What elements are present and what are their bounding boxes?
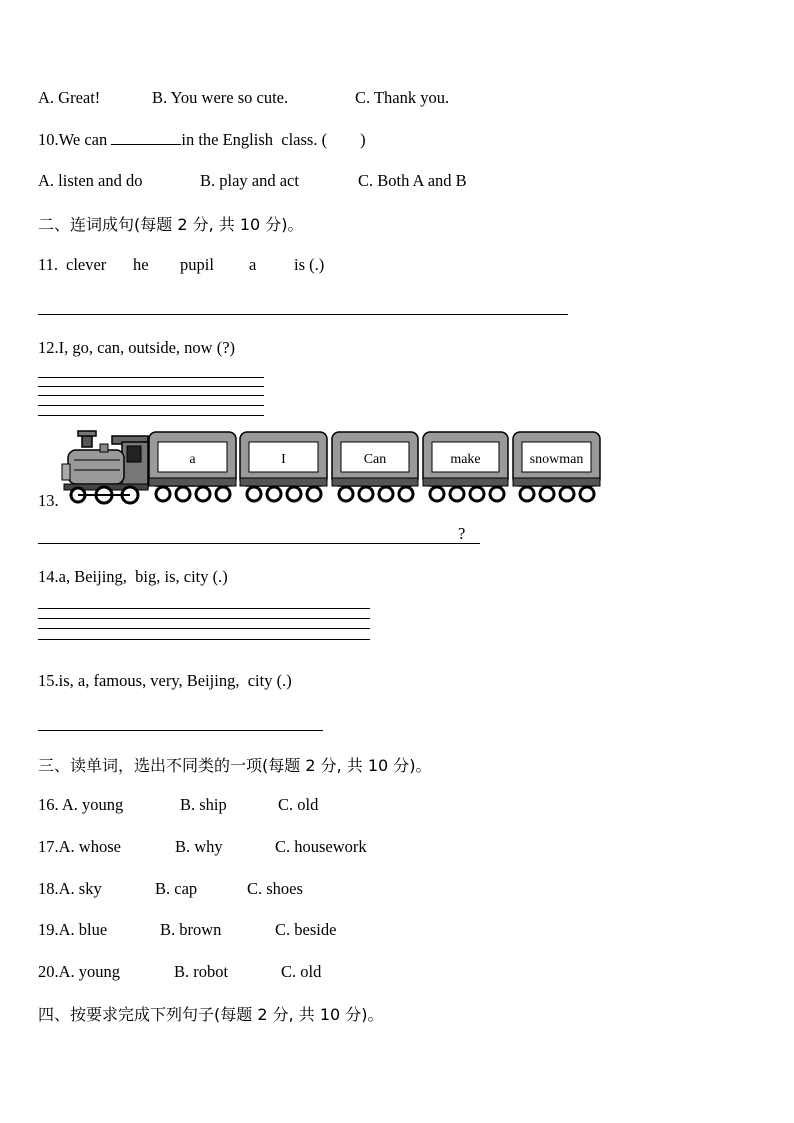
q17-option-c: C. housework	[275, 837, 367, 856]
q18-option-b: B. cap	[155, 879, 198, 898]
q13-number: 13.	[38, 491, 59, 510]
q14-writing-line	[38, 639, 370, 640]
question-10	[38, 130, 366, 150]
section-2-title: 二、连词成句(每题 2 分, 共 10 分)。	[38, 215, 304, 234]
q10-blank	[111, 130, 181, 145]
q9-option-a: A. Great!	[38, 88, 101, 107]
train-car-word: Can	[363, 452, 387, 467]
train-car	[513, 432, 600, 501]
train-car	[149, 432, 236, 501]
train-car-word: I	[281, 452, 286, 467]
q11-word: he	[133, 255, 149, 274]
section-4-title: 四、按要求完成下列句子(每题 2 分, 共 10 分)。	[38, 1005, 384, 1024]
q11-number: 11.	[38, 255, 59, 274]
q18-option-a: 18.A. sky	[38, 879, 102, 898]
q20-option-a: 20.A. young	[38, 962, 121, 981]
q16-option-a: 16. A. young	[38, 795, 124, 814]
q10-suffix: in the English class. ( )	[181, 130, 366, 149]
q19-option-c: C. beside	[275, 920, 337, 939]
q17-option-b: B. why	[175, 837, 223, 856]
q12-writing-line	[38, 405, 264, 406]
q11-word: pupil	[180, 255, 214, 274]
q13-question-mark: ?	[458, 524, 466, 543]
question-15: 15.is, a, famous, very, Beijing, city (.)	[38, 671, 292, 690]
q10-prefix: 10.We can	[38, 130, 112, 149]
q18-option-c: C. shoes	[247, 879, 303, 898]
train-car-word: snowman	[529, 452, 584, 467]
q11-word: a	[249, 255, 257, 274]
q12-writing-line	[38, 415, 264, 416]
train-car	[240, 432, 327, 501]
q17-option-a: 17.A. whose	[38, 837, 121, 856]
q9-option-c: C. Thank you.	[355, 88, 450, 107]
q16-option-b: B. ship	[180, 795, 227, 814]
q12-writing-line	[38, 377, 264, 378]
train-car-word: a	[189, 452, 196, 467]
q13-answer-line	[38, 543, 480, 544]
q12-writing-line	[38, 386, 264, 387]
q20-option-b: B. robot	[174, 962, 229, 981]
q10-option-a: A. listen and do	[38, 171, 143, 190]
train-car	[423, 432, 508, 501]
q10-option-c: C. Both A and B	[358, 171, 467, 190]
q19-option-a: 19.A. blue	[38, 920, 108, 939]
q11-word: clever	[66, 255, 107, 274]
q12-writing-line	[38, 395, 264, 396]
question-12: 12.I, go, can, outside, now (?)	[38, 338, 236, 357]
question-14: 14.a, Beijing, big, is, city (.)	[38, 567, 228, 586]
train-car	[332, 432, 418, 501]
q20-option-c: C. old	[281, 962, 322, 981]
q11-answer-line	[38, 314, 568, 315]
q14-writing-line	[38, 618, 370, 619]
q15-answer-line	[38, 730, 323, 731]
q14-writing-line	[38, 628, 370, 629]
q14-writing-line	[38, 608, 370, 609]
locomotive-icon	[62, 431, 148, 503]
q19-option-b: B. brown	[160, 920, 222, 939]
q10-option-b: B. play and act	[200, 171, 299, 190]
section-3-title: 三、读单词，选出不同类的一项(每题 2 分, 共 10 分)。	[38, 756, 432, 775]
q9-option-b: B. You were so cute.	[152, 88, 289, 107]
q11-word: is (.)	[294, 255, 325, 274]
train-illustration	[60, 430, 605, 506]
q16-option-c: C. old	[278, 795, 319, 814]
train-car-word: make	[450, 452, 481, 467]
